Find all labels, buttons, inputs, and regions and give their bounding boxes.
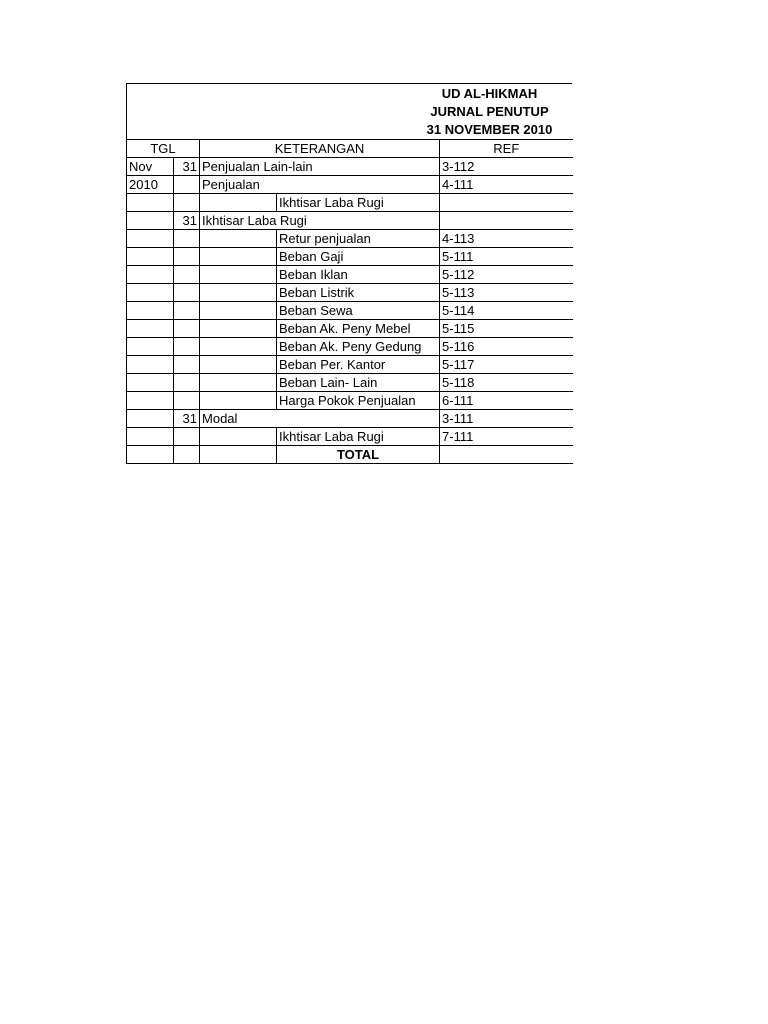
ref-cell: 5-115 — [440, 320, 573, 338]
table-row — [127, 194, 573, 212]
ref-cell: 6-111 — [440, 392, 573, 410]
total-row — [127, 446, 573, 464]
title-date: 31 NOVEMBER 2010 — [426, 122, 553, 137]
keterangan-debit-cell — [200, 374, 277, 392]
keterangan-credit-cell: Beban Ak. Peny Mebel — [277, 320, 440, 338]
ref-cell — [440, 212, 573, 230]
keterangan-credit-cell: Beban Ak. Peny Gedung — [277, 338, 440, 356]
keterangan-debit-cell — [200, 266, 277, 284]
ref-cell: 4-111 — [440, 176, 573, 194]
tgl-day-cell — [174, 176, 200, 194]
keterangan-debit-cell — [200, 392, 277, 410]
tgl-month-cell — [127, 302, 174, 320]
tgl-month-cell — [127, 356, 174, 374]
table-row — [127, 356, 573, 374]
tgl-month-cell — [127, 338, 174, 356]
tgl-month-cell — [127, 230, 174, 248]
ref-cell — [440, 194, 573, 212]
tgl-month-cell — [127, 194, 174, 212]
tgl-month-cell — [127, 266, 174, 284]
keterangan-credit-cell — [277, 176, 440, 194]
tgl-day-cell — [174, 302, 200, 320]
tgl-day-cell: 31 — [174, 212, 200, 230]
tgl-month-cell: Nov — [127, 158, 174, 176]
tgl-day-cell: 31 — [174, 410, 200, 428]
title-company: UD AL-HIKMAH — [441, 86, 538, 101]
keterangan-credit-cell: Beban Gaji — [277, 248, 440, 266]
keterangan-credit-cell: Beban Per. Kantor — [277, 356, 440, 374]
header-tgl: TGL — [127, 140, 200, 158]
ref-cell: 7-111 — [440, 428, 573, 446]
ref-cell: 5-117 — [440, 356, 573, 374]
keterangan-debit-cell — [200, 248, 277, 266]
tgl-day-cell — [174, 338, 200, 356]
header-keterangan: KETERANGAN — [200, 140, 440, 158]
tgl-day-cell — [174, 374, 200, 392]
tgl-month-cell — [127, 212, 174, 230]
keterangan-credit-cell: Beban Iklan — [277, 266, 440, 284]
keterangan-credit-cell: Beban Listrik — [277, 284, 440, 302]
ref-cell: 5-111 — [440, 248, 573, 266]
title-journal: JURNAL PENUTUP — [430, 104, 549, 119]
ref-cell: 3-111 — [440, 410, 573, 428]
keterangan-debit-cell: Penjualan — [200, 176, 277, 194]
tgl-month-cell — [127, 248, 174, 266]
journal-header — [126, 83, 572, 139]
table-row — [127, 158, 573, 176]
keterangan-debit-cell — [200, 194, 277, 212]
keterangan-credit-cell: Harga Pokok Penjualan — [277, 392, 440, 410]
tgl-day-cell — [174, 428, 200, 446]
tgl-day-cell — [174, 320, 200, 338]
table-row — [127, 320, 573, 338]
empty-cell — [174, 446, 200, 464]
table-row — [127, 284, 573, 302]
table-row — [127, 302, 573, 320]
ref-cell: 5-116 — [440, 338, 573, 356]
tgl-month-cell — [127, 428, 174, 446]
table-row — [127, 248, 573, 266]
header-row — [127, 140, 573, 158]
ref-cell: 5-112 — [440, 266, 573, 284]
tgl-day-cell — [174, 284, 200, 302]
journal-sheet — [126, 83, 572, 464]
ref-cell: 5-114 — [440, 302, 573, 320]
keterangan-debit-cell — [200, 302, 277, 320]
ref-cell: 4-113 — [440, 230, 573, 248]
table-row — [127, 392, 573, 410]
tgl-day-cell: 31 — [174, 158, 200, 176]
tgl-month-cell — [127, 284, 174, 302]
tgl-day-cell — [174, 356, 200, 374]
tgl-day-cell — [174, 248, 200, 266]
keterangan-debit-cell — [200, 320, 277, 338]
empty-cell — [200, 446, 277, 464]
keterangan-debit-cell: Penjualan Lain-lain — [200, 158, 277, 176]
keterangan-debit-cell — [200, 284, 277, 302]
journal-table — [126, 139, 573, 464]
keterangan-debit-cell — [200, 230, 277, 248]
keterangan-debit-cell — [200, 356, 277, 374]
keterangan-debit-cell — [200, 338, 277, 356]
table-row — [127, 428, 573, 446]
tgl-month-cell — [127, 392, 174, 410]
empty-cell — [127, 446, 174, 464]
table-row — [127, 266, 573, 284]
ref-cell: 5-118 — [440, 374, 573, 392]
keterangan-credit-cell: Retur penjualan — [277, 230, 440, 248]
tgl-day-cell — [174, 392, 200, 410]
ref-cell: 5-113 — [440, 284, 573, 302]
tgl-month-cell — [127, 374, 174, 392]
table-row — [127, 176, 573, 194]
keterangan-credit-cell: Beban Lain- Lain — [277, 374, 440, 392]
keterangan-credit-cell: Ikhtisar Laba Rugi — [277, 194, 440, 212]
tgl-month-cell — [127, 410, 174, 428]
keterangan-debit-cell — [200, 428, 277, 446]
tgl-day-cell — [174, 266, 200, 284]
total-ref-cell — [440, 446, 573, 464]
tgl-month-cell — [127, 320, 174, 338]
header-ref: REF — [440, 140, 573, 158]
table-row — [127, 374, 573, 392]
tgl-day-cell — [174, 194, 200, 212]
keterangan-credit-cell — [277, 410, 440, 428]
table-row — [127, 338, 573, 356]
ref-cell: 3-112 — [440, 158, 573, 176]
total-label: TOTAL — [277, 446, 440, 464]
keterangan-debit-cell: Modal — [200, 410, 277, 428]
keterangan-credit-cell: Beban Sewa — [277, 302, 440, 320]
tgl-day-cell — [174, 230, 200, 248]
keterangan-credit-cell: Ikhtisar Laba Rugi — [277, 428, 440, 446]
keterangan-debit-cell: Ikhtisar Laba Rugi — [200, 212, 277, 230]
table-row — [127, 212, 573, 230]
tgl-month-cell: 2010 — [127, 176, 174, 194]
table-row — [127, 230, 573, 248]
table-row — [127, 410, 573, 428]
